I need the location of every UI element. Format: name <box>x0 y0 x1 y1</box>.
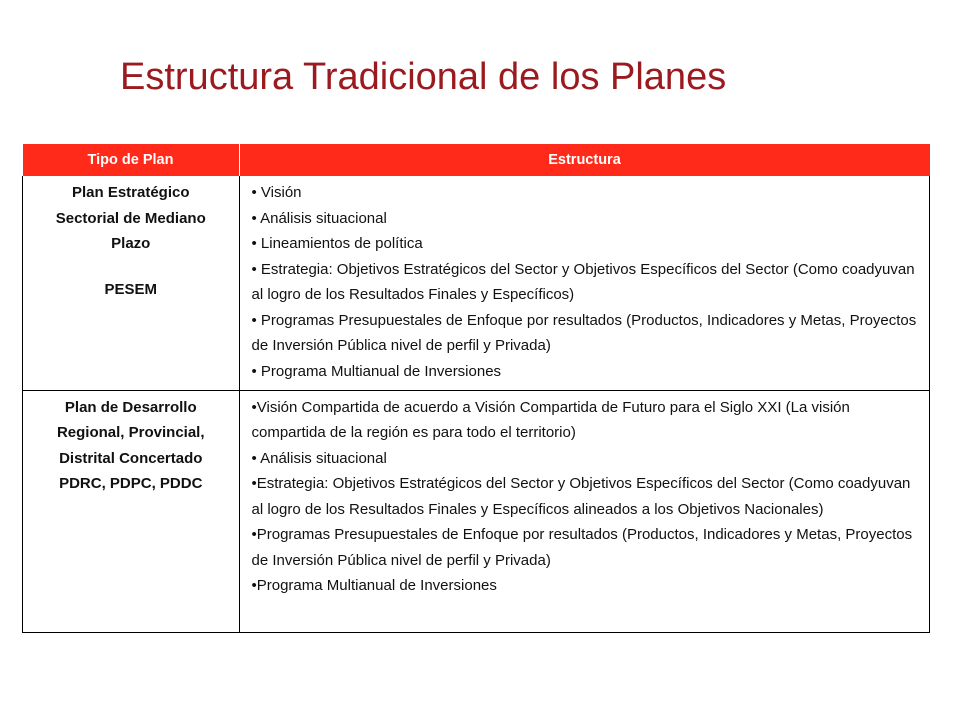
structure-item: •Programas Presupuestales de Enfoque por resultados (Productos, Indicadores y Metas, Proyectos de Inversión Pública nivel de perfil y Privada) <box>251 526 913 569</box>
table-row <box>23 390 930 632</box>
structure-item: • Visión <box>251 184 302 201</box>
page-title: Estructura Tradicional de los Planes <box>120 56 727 98</box>
plan-code: PDRC, PDPC, PDDC <box>59 475 203 492</box>
header-tipo-de-plan: Tipo de Plan <box>23 144 240 176</box>
structure-item: • Lineamientos de política <box>251 235 423 252</box>
structure-cell <box>239 176 930 390</box>
structure-item: • Programas Presupuestales de Enfoque por resultados (Productos, Indicadores y Metas, Proyectos de Inversión Pública nivel de perfil y Privada) <box>251 311 917 354</box>
structure-item: • Análisis situacional <box>251 449 387 467</box>
structure-item: •Programa Multianual de Inversiones <box>251 577 497 594</box>
structure-item: • Estrategia: Objetivos Estratégicos del Sector y Objetivos Específicos del Sector (Como coadyuvan al logro de los Resultados Finales y Específicos) <box>251 260 915 303</box>
structure-item: •Estrategia: Objetivos Estratégicos del Sector y Objetivos Específicos del Sector (Como coadyuvan al logro de los Resultados Finales y Específicos alineados a los Objetivos Nacionales) <box>251 475 911 518</box>
plans-table <box>22 144 930 633</box>
plan-code: PESEM <box>104 280 157 298</box>
structure-item: • Programa Multianual de Inversiones <box>251 362 502 380</box>
table-header-row <box>23 144 930 176</box>
structure-item: •Visión Compartida de acuerdo a Visión Compartida de Futuro para el Siglo XXI (La visión compartida de la región es para todo el territorio) <box>251 398 850 441</box>
header-estructura: Estructura <box>239 144 930 176</box>
plan-type-cell <box>23 390 240 632</box>
plan-name: Plan Estratégico Sectorial de Mediano Plazo <box>55 184 206 252</box>
plan-name: Plan de Desarrollo Regional, Provincial, Distrital Concertado <box>56 398 205 467</box>
plan-type-cell <box>23 176 240 390</box>
structure-cell <box>239 390 930 632</box>
table-row <box>23 176 930 390</box>
structure-item: • Análisis situacional <box>251 209 387 227</box>
